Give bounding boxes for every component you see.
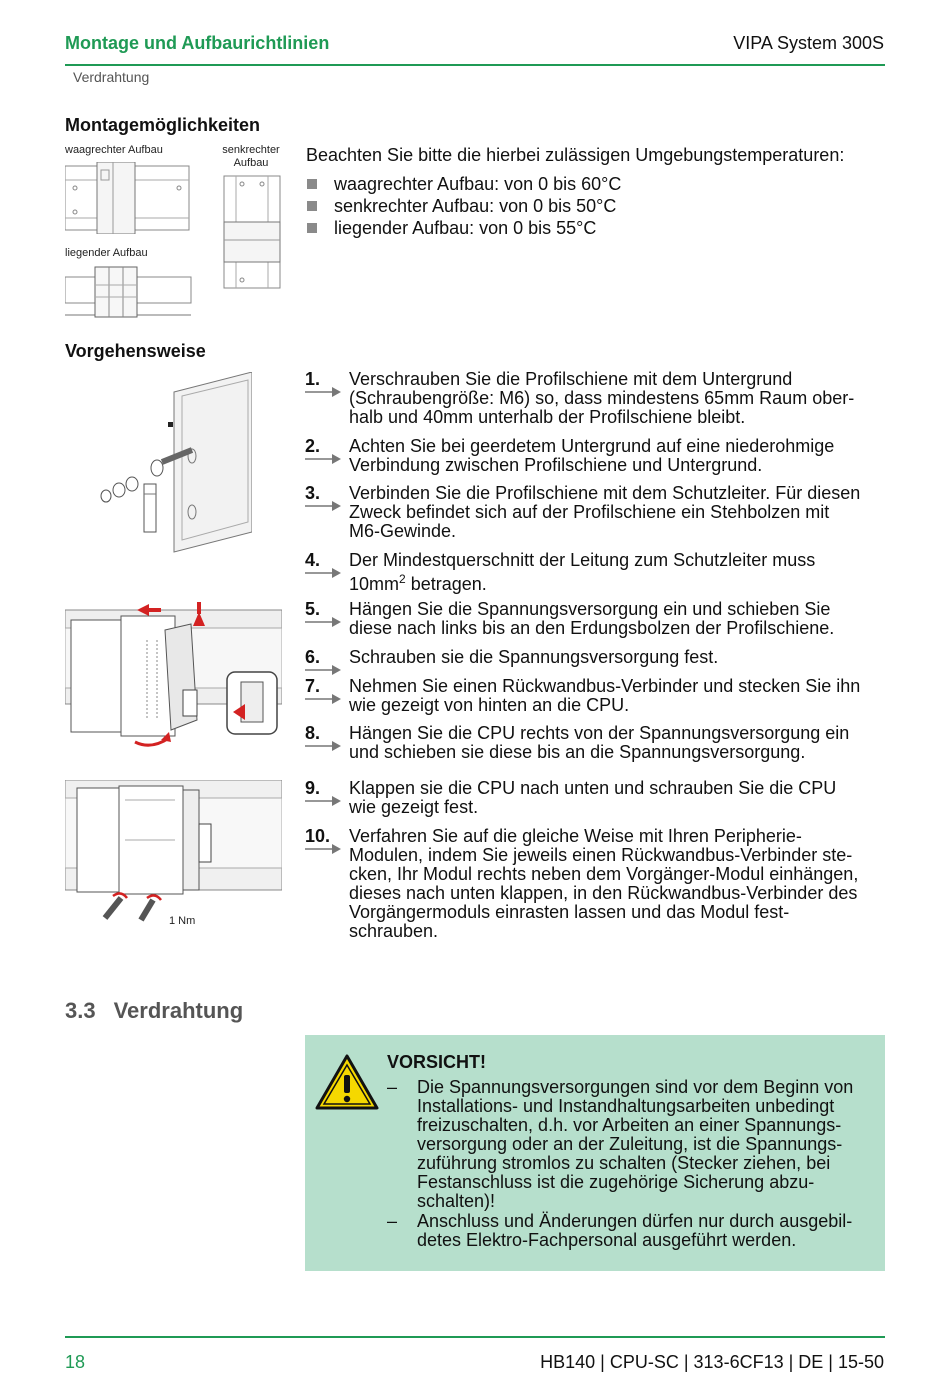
step-number: 3. [305, 483, 321, 503]
list-item: senkrechter Aufbau: von 0 bis 50°C [306, 195, 621, 217]
step-arrow-icon [305, 741, 341, 751]
step-number: 1. [305, 369, 321, 389]
caption-vertical: senkrechter Aufbau [222, 144, 280, 169]
rail-ground-bolt-image [92, 372, 252, 564]
step-number: 7. [305, 676, 321, 696]
chapter-title: Montage und Aufbaurichtlinien [65, 33, 330, 53]
step-number: 6. [305, 647, 321, 667]
page-number: 18 [65, 1352, 86, 1372]
step-arrow-icon [305, 796, 341, 806]
step-arrow-icon [305, 501, 341, 511]
product-title: VIPA System 300S [733, 33, 884, 53]
temperature-intro: Beachten Sie bitte die hierbei zulässigen Umgebungstemperaturen: [306, 145, 845, 165]
step-arrow-icon [305, 665, 341, 675]
step-number: 10. [305, 826, 331, 846]
step-number: 2. [305, 436, 321, 456]
temperature-list [306, 173, 621, 239]
vertical-mounting-image [222, 174, 282, 290]
power-supply-mounting-image [65, 600, 282, 758]
document-id: HB140 | CPU-SC | 313-6CF13 | DE | 15-50 [540, 1352, 884, 1372]
section-heading: 3.3 Verdrahtung [65, 998, 244, 1023]
list-item: waagrechter Aufbau: von 0 bis 60°C [306, 173, 621, 195]
procedure-heading: Vorgehensweise [65, 341, 206, 361]
step-number: 5. [305, 599, 321, 619]
step-number: 4. [305, 550, 321, 570]
cpu-screw-image [65, 780, 282, 928]
caption-lying: liegender Aufbau [65, 247, 148, 259]
torque-label: 1 Nm [169, 915, 196, 927]
section-subtitle: Verdrahtung [73, 69, 150, 85]
step-arrow-icon [305, 387, 341, 397]
warning-item: – Die Spannungsversorgungen sind vor dem Beginn von Installations- und Instandhaltungsarbeiten unbedingt freizuschalten, d.h. vor Arbeiten an einer Spannungs- versorgung oder an der Zuleitung, ist die Spannungs- zuführung stromlos zu schalten (Stecker ziehen, bei Festanschluss ist die zugehörige Sicherung abzu- schalten)! [387, 1077, 854, 1211]
horizontal-mounting-image [65, 162, 190, 234]
list-item: liegender Aufbau: von 0 bis 55°C [306, 217, 621, 239]
warning-title: VORSICHT! [387, 1052, 486, 1072]
header-rule [65, 64, 885, 66]
lying-mounting-image [65, 265, 192, 319]
step-number: 8. [305, 723, 321, 743]
warning-item: – Anschluss und Änderungen dürfen nur durch ausgebil- detes Elektro-Fachpersonal ausgeführt werden. [387, 1211, 853, 1250]
footer-rule [65, 1336, 885, 1338]
step-arrow-icon [305, 617, 341, 627]
step-arrow-icon [305, 844, 341, 854]
step-arrow-icon [305, 694, 341, 704]
warning-triangle-icon [315, 1053, 379, 1111]
mounting-heading: Montagemöglichkeiten [65, 115, 261, 135]
step-arrow-icon [305, 568, 341, 578]
step-arrow-icon [305, 454, 341, 464]
step-number: 9. [305, 778, 321, 798]
caption-horizontal: waagrechter Aufbau [65, 144, 163, 156]
